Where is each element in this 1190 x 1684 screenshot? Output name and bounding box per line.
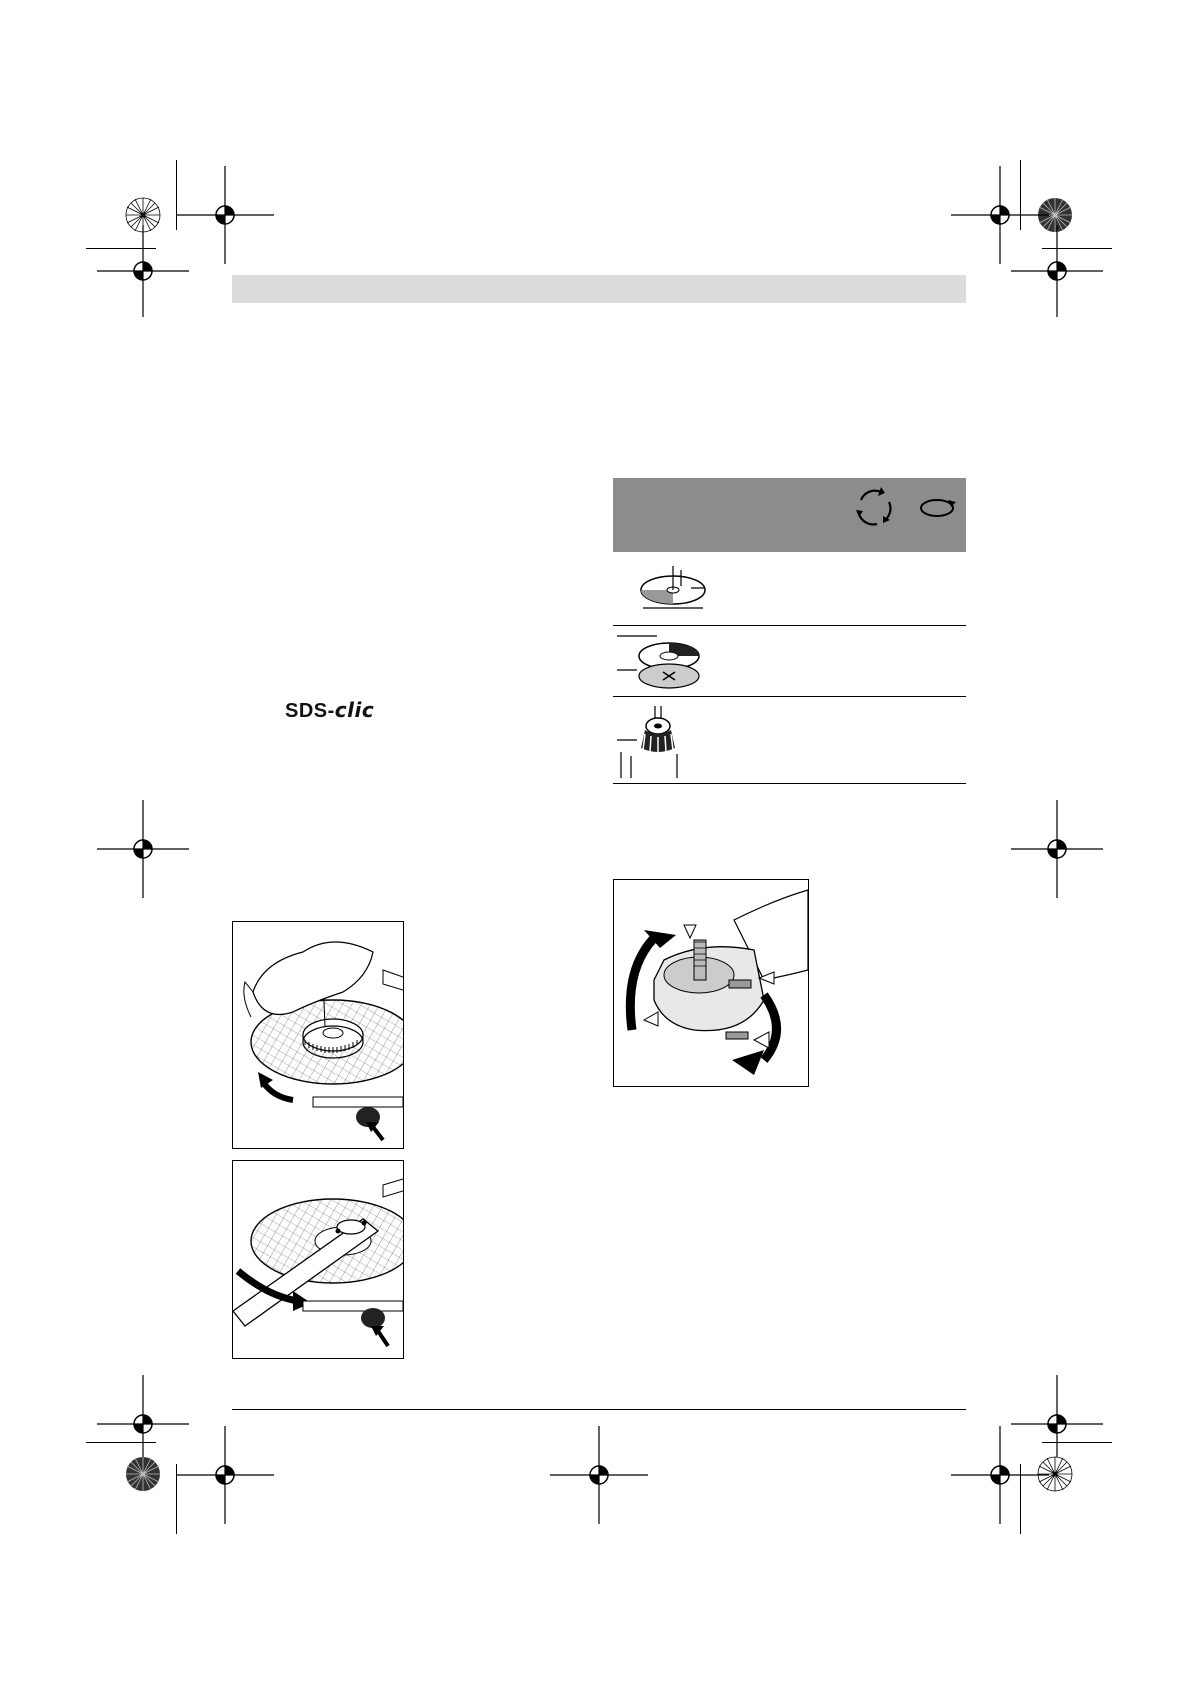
accessory-table-divider-2 [613, 696, 966, 697]
gear-head-rotation-illustration [614, 880, 808, 1086]
clamping-nut-figure [232, 921, 404, 1149]
sds-clic-logo [285, 698, 374, 723]
two-pin-spanner-illustration [233, 1161, 403, 1358]
page-footer-rule [232, 1409, 966, 1410]
accessory-row-flap-disc [613, 628, 966, 696]
flap-disc-icon [617, 630, 707, 701]
accessory-row-cup-brush [613, 700, 966, 782]
rotation-cycle-icon [851, 484, 897, 535]
crop-line-bottom-left-horizontal [86, 1442, 156, 1443]
cup-brush-icon [617, 704, 697, 787]
page-header-band [232, 275, 966, 303]
crop-line-bottom-right-vertical [1020, 1464, 1021, 1534]
crosshair-mark-bottom-center [550, 1426, 648, 1524]
gear-head-rotation-figure [613, 879, 809, 1087]
crosshair-mark-left-middle [97, 800, 189, 898]
sds-logo-suffix: clic [334, 698, 375, 722]
crosshair-mark-bottom-left [176, 1426, 274, 1524]
accessory-table-divider-1 [613, 625, 966, 626]
crosshair-mark-left-upper [97, 225, 189, 317]
crosshair-mark-right-upper [1011, 225, 1103, 317]
crop-line-top-left-vertical [176, 160, 177, 230]
accessory-row-cutting-disc [613, 556, 966, 624]
crosshair-mark-top-left [176, 166, 274, 264]
crosshair-mark-right-middle [1011, 800, 1103, 898]
two-pin-spanner-figure [232, 1160, 404, 1359]
registration-mark-bottom-left-disc [125, 1456, 161, 1492]
accessory-table-header [613, 478, 966, 552]
crop-line-bottom-left-vertical [176, 1464, 177, 1534]
clamping-nut-illustration [233, 922, 403, 1148]
crosshair-mark-bottom-right [951, 1426, 1049, 1524]
sds-logo-prefix: SDS- [285, 700, 335, 722]
rotation-direction-icon [918, 496, 958, 525]
accessory-table-bottom-rule [613, 783, 966, 784]
crop-line-bottom-right-horizontal [1042, 1442, 1112, 1443]
cutting-disc-icon [633, 558, 713, 623]
crop-line-top-right-vertical [1020, 160, 1021, 230]
